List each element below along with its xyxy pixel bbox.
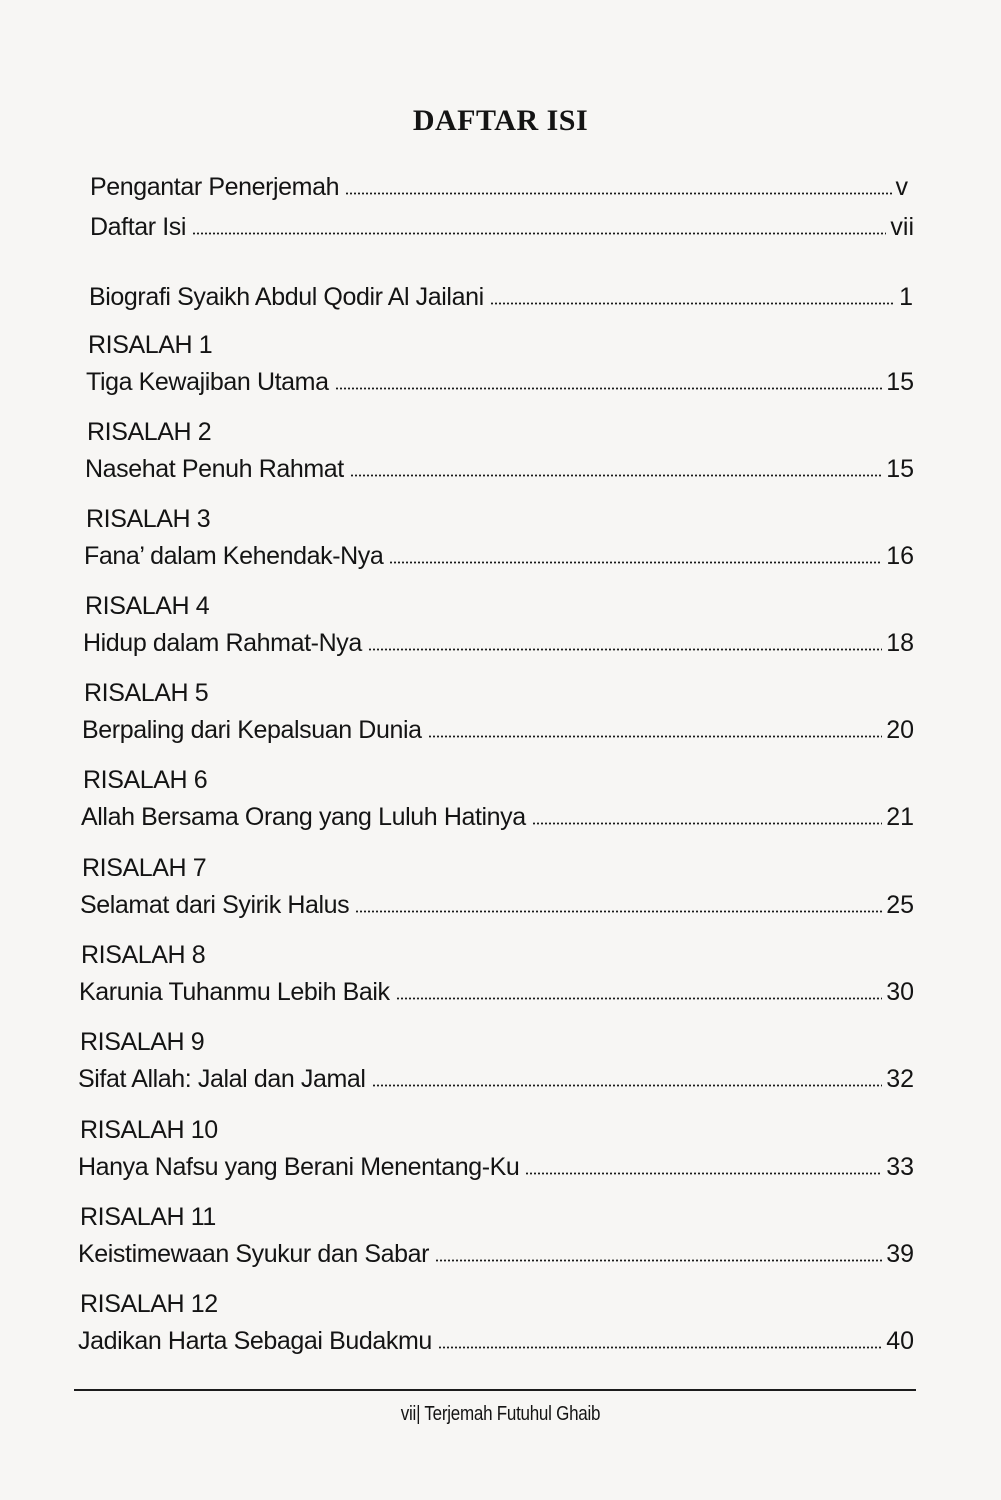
- risalah-heading: RISALAH 4: [85, 592, 210, 620]
- toc-entry-page: v: [895, 173, 908, 201]
- toc-entry-page: 15: [886, 455, 914, 483]
- toc-entry-label: Jadikan Harta Sebagai Budakmu: [78, 1327, 432, 1355]
- toc-entry-page: 33: [886, 1153, 914, 1181]
- toc-entry[interactable]: [80, 884, 914, 920]
- risalah-heading: RISALAH 1: [88, 331, 213, 359]
- footer-rule: [74, 1389, 916, 1391]
- toc-entry-page: 1: [899, 283, 913, 311]
- toc-entry-page: 40: [886, 1327, 914, 1355]
- toc-entry[interactable]: [79, 971, 914, 1007]
- toc-entry-label: Tiga Kewajiban Utama: [86, 368, 329, 396]
- toc-entry-page: 21: [886, 803, 914, 831]
- toc-entry-page: 18: [886, 629, 914, 657]
- toc-entry-label: Nasehat Penuh Rahmat: [85, 455, 344, 483]
- toc-entry[interactable]: [84, 535, 914, 571]
- footer-text: vii| Terjemah Futuhul Ghaib: [400, 1403, 601, 1425]
- page-title: DAFTAR ISI: [412, 104, 589, 137]
- toc-entry-page: 32: [886, 1065, 914, 1093]
- toc-entry-page: vii: [890, 213, 914, 241]
- dot-leader: [490, 302, 895, 305]
- toc-entry-label: Biografi Syaikh Abdul Qodir Al Jailani: [89, 283, 484, 311]
- toc-entry-label: Hidup dalam Rahmat-Nya: [83, 629, 362, 657]
- risalah-heading: RISALAH 8: [81, 941, 206, 969]
- toc-entry-label: Karunia Tuhanmu Lebih Baik: [79, 978, 390, 1006]
- toc-entry[interactable]: [89, 276, 913, 312]
- toc-entry[interactable]: [78, 1146, 914, 1182]
- dot-leader: [355, 910, 882, 913]
- dot-leader: [192, 232, 886, 235]
- toc-entry-label: Allah Bersama Orang yang Luluh Hatinya: [81, 803, 526, 831]
- toc-entry-label: Berpaling dari Kepalsuan Dunia: [82, 716, 422, 744]
- dot-leader: [345, 192, 891, 195]
- dot-leader: [350, 474, 882, 477]
- toc-entry-label: Fana’ dalam Kehendak-Nya: [84, 542, 384, 570]
- dot-leader: [532, 822, 882, 825]
- dot-leader: [435, 1259, 882, 1262]
- toc-entry[interactable]: [78, 1233, 914, 1269]
- toc-entry[interactable]: [86, 361, 914, 397]
- toc-entry-label: Daftar Isi: [90, 213, 187, 241]
- risalah-heading: RISALAH 2: [87, 418, 212, 446]
- toc-entry[interactable]: [82, 709, 914, 745]
- dot-leader: [368, 648, 882, 651]
- toc-entry[interactable]: [85, 448, 914, 484]
- toc-entry-label: Selamat dari Syirik Halus: [80, 891, 350, 919]
- toc-entry-page: 15: [886, 368, 914, 396]
- toc-entry[interactable]: [90, 206, 914, 242]
- toc-entry-page: 25: [886, 891, 914, 919]
- dot-leader: [335, 387, 883, 390]
- risalah-heading: RISALAH 6: [83, 766, 208, 794]
- risalah-heading: RISALAH 3: [86, 505, 211, 533]
- toc-entry[interactable]: [78, 1058, 914, 1094]
- risalah-heading: RISALAH 9: [80, 1028, 205, 1056]
- dot-leader: [428, 735, 883, 738]
- dot-leader: [438, 1346, 882, 1349]
- toc-entry-label: Keistimewaan Syukur dan Sabar: [78, 1240, 430, 1268]
- toc-entry-page: 20: [886, 716, 914, 744]
- toc-entry-label: Sifat Allah: Jalal dan Jamal: [78, 1065, 366, 1093]
- dot-leader: [525, 1172, 882, 1175]
- toc-entry-label: Pengantar Penerjemah: [90, 173, 340, 201]
- dot-leader: [396, 997, 883, 1000]
- risalah-heading: RISALAH 5: [84, 679, 209, 707]
- toc-entry[interactable]: [81, 796, 914, 832]
- dot-leader: [372, 1084, 883, 1087]
- risalah-heading: RISALAH 10: [80, 1116, 218, 1144]
- toc-entry[interactable]: [90, 166, 908, 202]
- dot-leader: [389, 561, 882, 564]
- toc-entry-page: 30: [886, 978, 914, 1006]
- toc-entry[interactable]: [83, 622, 914, 658]
- risalah-heading: RISALAH 7: [82, 854, 207, 882]
- toc-entry[interactable]: [78, 1320, 914, 1356]
- risalah-heading: RISALAH 11: [80, 1203, 216, 1231]
- risalah-heading: RISALAH 12: [80, 1290, 218, 1318]
- toc-entry-page: 39: [886, 1240, 914, 1268]
- toc-entry-page: 16: [886, 542, 914, 570]
- toc-entry-label: Hanya Nafsu yang Berani Menentang-Ku: [78, 1153, 520, 1181]
